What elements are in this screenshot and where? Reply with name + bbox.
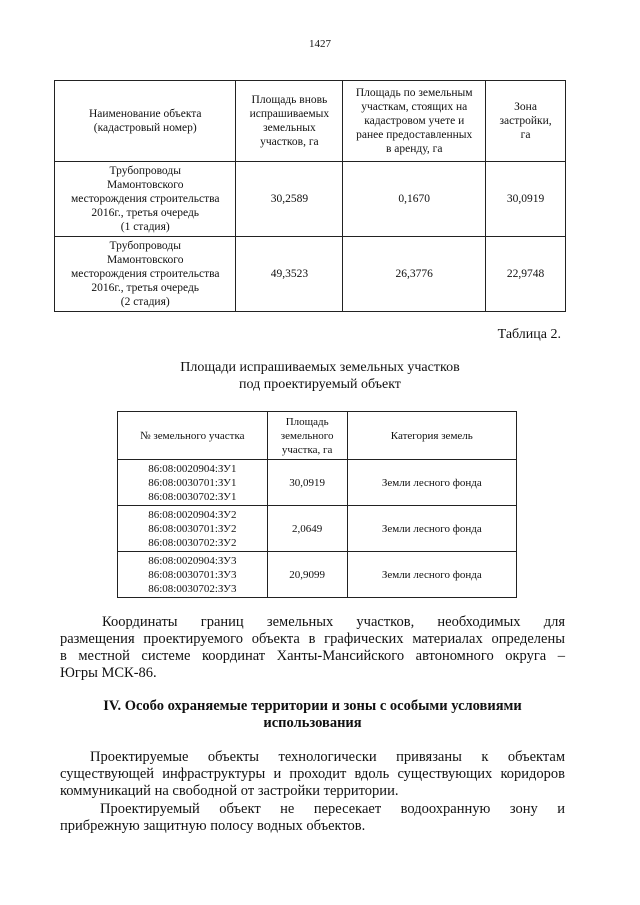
land-area-table xyxy=(54,80,566,312)
header-parcel-number: № земельного участка xyxy=(118,412,268,460)
section-paragraph-1: Проектируемые объекты технологически привязаны к объектам существующей инфраструктуры и проходит вдоль существующих коридоров коммуникаций на свободной от застройки территории. xyxy=(60,749,565,799)
registered-area-cell: 0,1670 xyxy=(343,162,486,237)
object-name-cell: Трубопроводы Мамонтовского месторождения строительства 2016г., третья очередь (1 стадия) xyxy=(55,162,236,237)
land-category-cell: Земли лесного фонда xyxy=(347,460,516,506)
header-zone: Зона застройки, га xyxy=(486,81,566,162)
table-header-row xyxy=(55,81,566,162)
registered-area-cell: 26,3776 xyxy=(343,237,486,312)
parcels-table xyxy=(117,411,517,598)
coordinates-paragraph: Координаты границ земельных участков, необходимых для размещения проектируемого объекта в графических материалах определены в местной системе координат Ханты-Мансийского автономного округа – Югры МСК-86. xyxy=(60,614,565,681)
zone-cell: 22,9748 xyxy=(486,237,566,312)
parcel-ids-cell: 86:08:0020904:ЗУ2 86:08:0030701:ЗУ2 86:08:0030702:ЗУ2 xyxy=(118,506,268,552)
table-row xyxy=(55,162,566,237)
parcel-area-cell: 2,0649 xyxy=(267,506,347,552)
table2-label: Таблица 2. xyxy=(497,327,561,342)
parcel-ids-cell: 86:08:0020904:ЗУ1 86:08:0030701:ЗУ1 86:08:0030702:ЗУ1 xyxy=(118,460,268,506)
header-new-area: Площадь вновь испрашиваемых земельных участков, га xyxy=(236,81,343,162)
zone-cell: 30,0919 xyxy=(486,162,566,237)
table-row xyxy=(118,506,517,552)
table-row xyxy=(118,460,517,506)
header-parcel-area: Площадь земельного участка, га xyxy=(267,412,347,460)
land-category-cell: Земли лесного фонда xyxy=(347,552,516,598)
header-object-name: Наименование объекта (кадастровый номер) xyxy=(55,81,236,162)
header-land-category: Категория земель xyxy=(347,412,516,460)
new-area-cell: 49,3523 xyxy=(236,237,343,312)
table2-title: Площади испрашиваемых земельных участков под проектируемый объект xyxy=(180,360,460,392)
header-registered-area: Площадь по земельным участкам, стоящих на кадастровом учете и ранее предоставленных в аренду, га xyxy=(343,81,486,162)
parcel-ids-cell: 86:08:0020904:ЗУ3 86:08:0030701:ЗУ3 86:08:0030702:ЗУ3 xyxy=(118,552,268,598)
table-row xyxy=(118,552,517,598)
section-paragraph-2: Проектируемый объект не пересекает водоохранную зону и прибрежную защитную полосу водных объектов. xyxy=(60,801,565,834)
parcel-area-cell: 30,0919 xyxy=(267,460,347,506)
object-name-cell: Трубопроводы Мамонтовского месторождения строительства 2016г., третья очередь (2 стадия) xyxy=(55,237,236,312)
new-area-cell: 30,2589 xyxy=(236,162,343,237)
parcel-area-cell: 20,9099 xyxy=(267,552,347,598)
table-row xyxy=(55,237,566,312)
table-header-row xyxy=(118,412,517,460)
land-category-cell: Земли лесного фонда xyxy=(347,506,516,552)
section-heading: IV. Особо охраняемые территории и зоны с особыми условиями использования xyxy=(103,698,522,731)
page-number: 1427 xyxy=(309,38,331,50)
